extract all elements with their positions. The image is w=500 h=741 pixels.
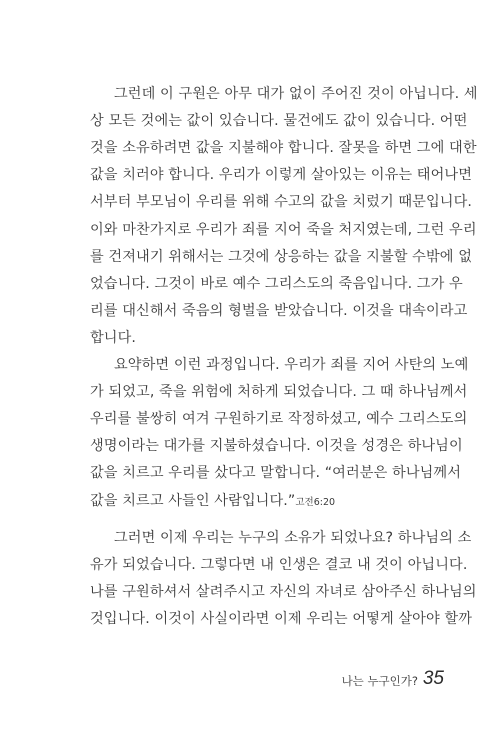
page-number: 35 — [422, 668, 444, 689]
text-line — [90, 192, 473, 212]
text-line — [90, 220, 477, 240]
line-text: 것입니다. 이것이 사실이라면 이제 우리는 어떻게 살아야 할까 — [90, 611, 473, 628]
line-text: 었습니다. 그것이 바로 예수 그리스도의 죽음입니다. 그가 우 — [90, 275, 463, 292]
running-title: 나는 누구인가? — [341, 674, 418, 688]
line-text: 를 건져내기 위해서는 그것에 상응하는 값을 지불할 수밖에 없 — [90, 248, 473, 265]
text-line — [90, 328, 433, 348]
text-line — [90, 301, 468, 321]
page-footer — [0, 668, 500, 692]
text-line — [90, 138, 477, 158]
line-text: 값을 치러야 합니다. 우리가 이렇게 살아있는 이유는 태어나면 — [90, 167, 473, 184]
text-line — [90, 463, 462, 483]
line-text: 요약하면 이런 과정입니다. 우리가 죄를 지어 사탄의 노예 — [114, 357, 469, 373]
line-text: 값을 치르고 사들인 사람입니다.” — [90, 492, 296, 509]
line-text: 나를 구원하셔서 살려주시고 자신의 자녀로 삼아주신 하나님의 — [90, 584, 477, 601]
text-line — [90, 555, 468, 575]
text-line — [90, 436, 463, 456]
text-line — [114, 528, 472, 548]
line-text: 값을 치르고 우리를 샀다고 말합니다. “여러분은 하나님께서 — [90, 465, 462, 482]
text-line — [90, 491, 433, 513]
text-line — [90, 382, 468, 402]
text-line — [114, 84, 478, 104]
line-text: 이와 마찬가지로 우리가 죄를 지어 죽을 처지였는데, 그런 우리 — [90, 221, 477, 238]
text-line — [90, 609, 473, 629]
text-line — [90, 274, 463, 294]
scripture-reference: 고전6:20 — [295, 496, 336, 508]
line-text: 가 되었고, 죽을 위험에 처하게 되었습니다. 그 때 하나님께서 — [90, 384, 468, 401]
line-text: 상 모든 것에는 값이 있습니다. 물건에도 값이 있습니다. 어떤 — [90, 113, 468, 130]
line-text: 우리를 불쌍히 여겨 구원하기로 작정하셨고, 예수 그리스도의 — [90, 411, 468, 428]
line-text: 리를 대신해서 죽음의 형벌을 받았습니다. 이것을 대속이라고 — [90, 302, 468, 319]
line-text: 유가 되었습니다. 그렇다면 내 인생은 결코 내 것이 아닙니다. — [90, 557, 468, 574]
text-line — [90, 247, 473, 267]
text-line — [90, 111, 468, 131]
line-text: 생명이라는 대가를 지불하셨습니다. 이것을 성경은 하나님이 — [90, 438, 463, 455]
text-line — [114, 355, 469, 375]
text-line — [90, 409, 468, 429]
line-text: 그러면 이제 우리는 누구의 소유가 되었나요? 하나님의 소 — [114, 530, 472, 546]
line-text: 것을 소유하려면 값을 지불해야 합니다. 잘못을 하면 그에 대한 — [90, 140, 477, 157]
line-text: 서부터 부모님이 우리를 위해 수고의 값을 치렀기 때문입니다. — [90, 194, 473, 211]
text-line — [90, 165, 473, 185]
line-text: 합니다. — [90, 329, 137, 346]
line-text: 그런데 이 구원은 아무 대가 없이 주어진 것이 아닙니다. 세 — [114, 86, 478, 102]
text-line — [90, 582, 477, 602]
